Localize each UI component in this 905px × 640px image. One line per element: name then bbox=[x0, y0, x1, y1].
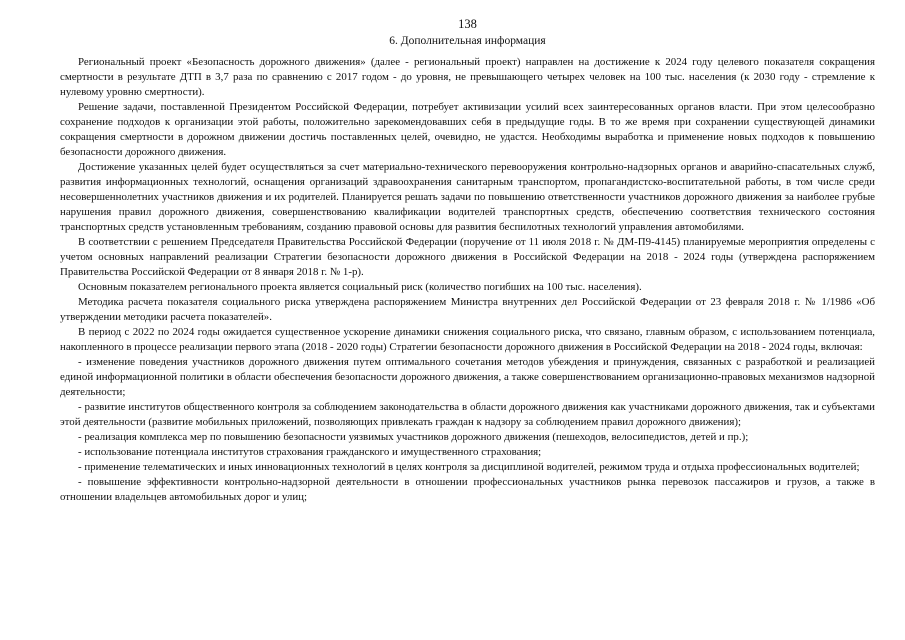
paragraph-intro: Региональный проект «Безопасность дорожного движения» (далее - региональный проект) направлен на достижение к 2024 году целевого показателя сокращения смертности в результате ДТП в 3,7 раза по сравнению с 2017 годом - до уровня, не превышающего четырех человек на 100 тыс. населения (к 2030 году - стремление к нулевому уровню смертности). bbox=[60, 56, 875, 98]
list-item: - применение телематических и иных инновационных технологий в целях контроля за дисциплиной водителей, режимом труда и отдыха профессиональных водителей; bbox=[78, 461, 860, 473]
paragraph-measures: Достижение указанных целей будет осуществляться за счет материально-технического перевооружения контрольно-надзорных органов и аварийно-спасательных служб, развития информационных технологий, оснащения организаций здравоохранения санитарным транспортом, пропагандистско-воспитательной работы, в том числе среди несовершеннолетних участников движения и их родителей. Планируется решать задачи по повышению ответственности участников дорожного движения за наиболее грубые нарушения правил дорожного движения, совершенствованию квалификации водителей транспортных средств, обеспечению соответствия технического состояния транспортных средств установленным требованиям, созданию правовой основы для развития беспилотных технологий управления автомобилями. bbox=[60, 161, 875, 233]
page-number: 138 bbox=[458, 17, 477, 31]
section-title: 6. Дополнительная информация bbox=[389, 35, 546, 47]
list-item: - использование потенциала институтов страхования гражданского и имущественного страхования; bbox=[78, 446, 542, 458]
list-item: - изменение поведения участников дорожного движения путем оптимального сочетания методов убеждения и принуждения, связанных с разработкой и реализацией единой информационной политики в области обеспечения безопасности дорожного движения, а также совершенствованием организационно-правовых механизмов надзорной деятельности; bbox=[60, 356, 875, 398]
list-item: - реализация комплекса мер по повышению безопасности уязвимых участников дорожного движения (пешеходов, велосипедистов, детей и пр.); bbox=[78, 431, 749, 443]
paragraph-methodology: Методика расчета показателя социального риска утверждена распоряжением Министра внутренних дел Российской Федерации от 23 февраля 2018 г. № 1/1986 «Об утверждении методики расчета показателей». bbox=[60, 296, 875, 323]
paragraph-decision: В соответствии с решением Председателя Правительства Российской Федерации (поручение от 11 июля 2018 г. № ДМ-П9-4145) планируемые мероприятия определены с учетом основных направлений реализации Стратегии безопасности дорожного движения в Российской Федерации на 2018 - 2024 годы (утверждена распоряжением Правительства Российской Федерации от 8 января 2018 г. № 1-р). bbox=[60, 236, 875, 278]
list-item: - повышение эффективности контрольно-надзорной деятельности в отношении профессиональных участников рынка перевозок пассажиров и грузов, а также в отношении владельцев автомобильных дорог и улиц; bbox=[60, 476, 875, 503]
list-item: - развитие институтов общественного контроля за соблюдением законодательства в области дорожного движения как участниками дорожного движения, так и субъектами этой деятельности (развитие мобильных приложений, позволяющих привлекать граждан к надзору за соблюдением правил дорожного движения); bbox=[60, 401, 875, 428]
paragraph-period: В период с 2022 по 2024 годы ожидается существенное ускорение динамики снижения социального риска, что связано, главным образом, с использованием потенциала, накопленного в процессе реализации первого этапа (2018 - 2020 годы) Стратегии безопасности дорожного движения в Российской Федерации на 2018 - 2024 годы, включая: bbox=[60, 326, 875, 353]
paragraph-task: Решение задачи, поставленной Президентом Российской Федерации, потребует активизации усилий всех заинтересованных органов власти. При этом целесообразно сохранение подходов к организации этой работы, положительно зарекомендовавших себя в предыдущие годы. В то же время при сохранении существующей динамики сокращения смертности в дорожном движении достичь поставленных целей, очевидно, не удастся. Необходимы выработка и применение новых подходов к повышению безопасности дорожного движения. bbox=[60, 101, 875, 158]
paragraph-main-indicator: Основным показателем регионального проекта является социальный риск (количество погибших на 100 тыс. населения). bbox=[78, 281, 642, 293]
